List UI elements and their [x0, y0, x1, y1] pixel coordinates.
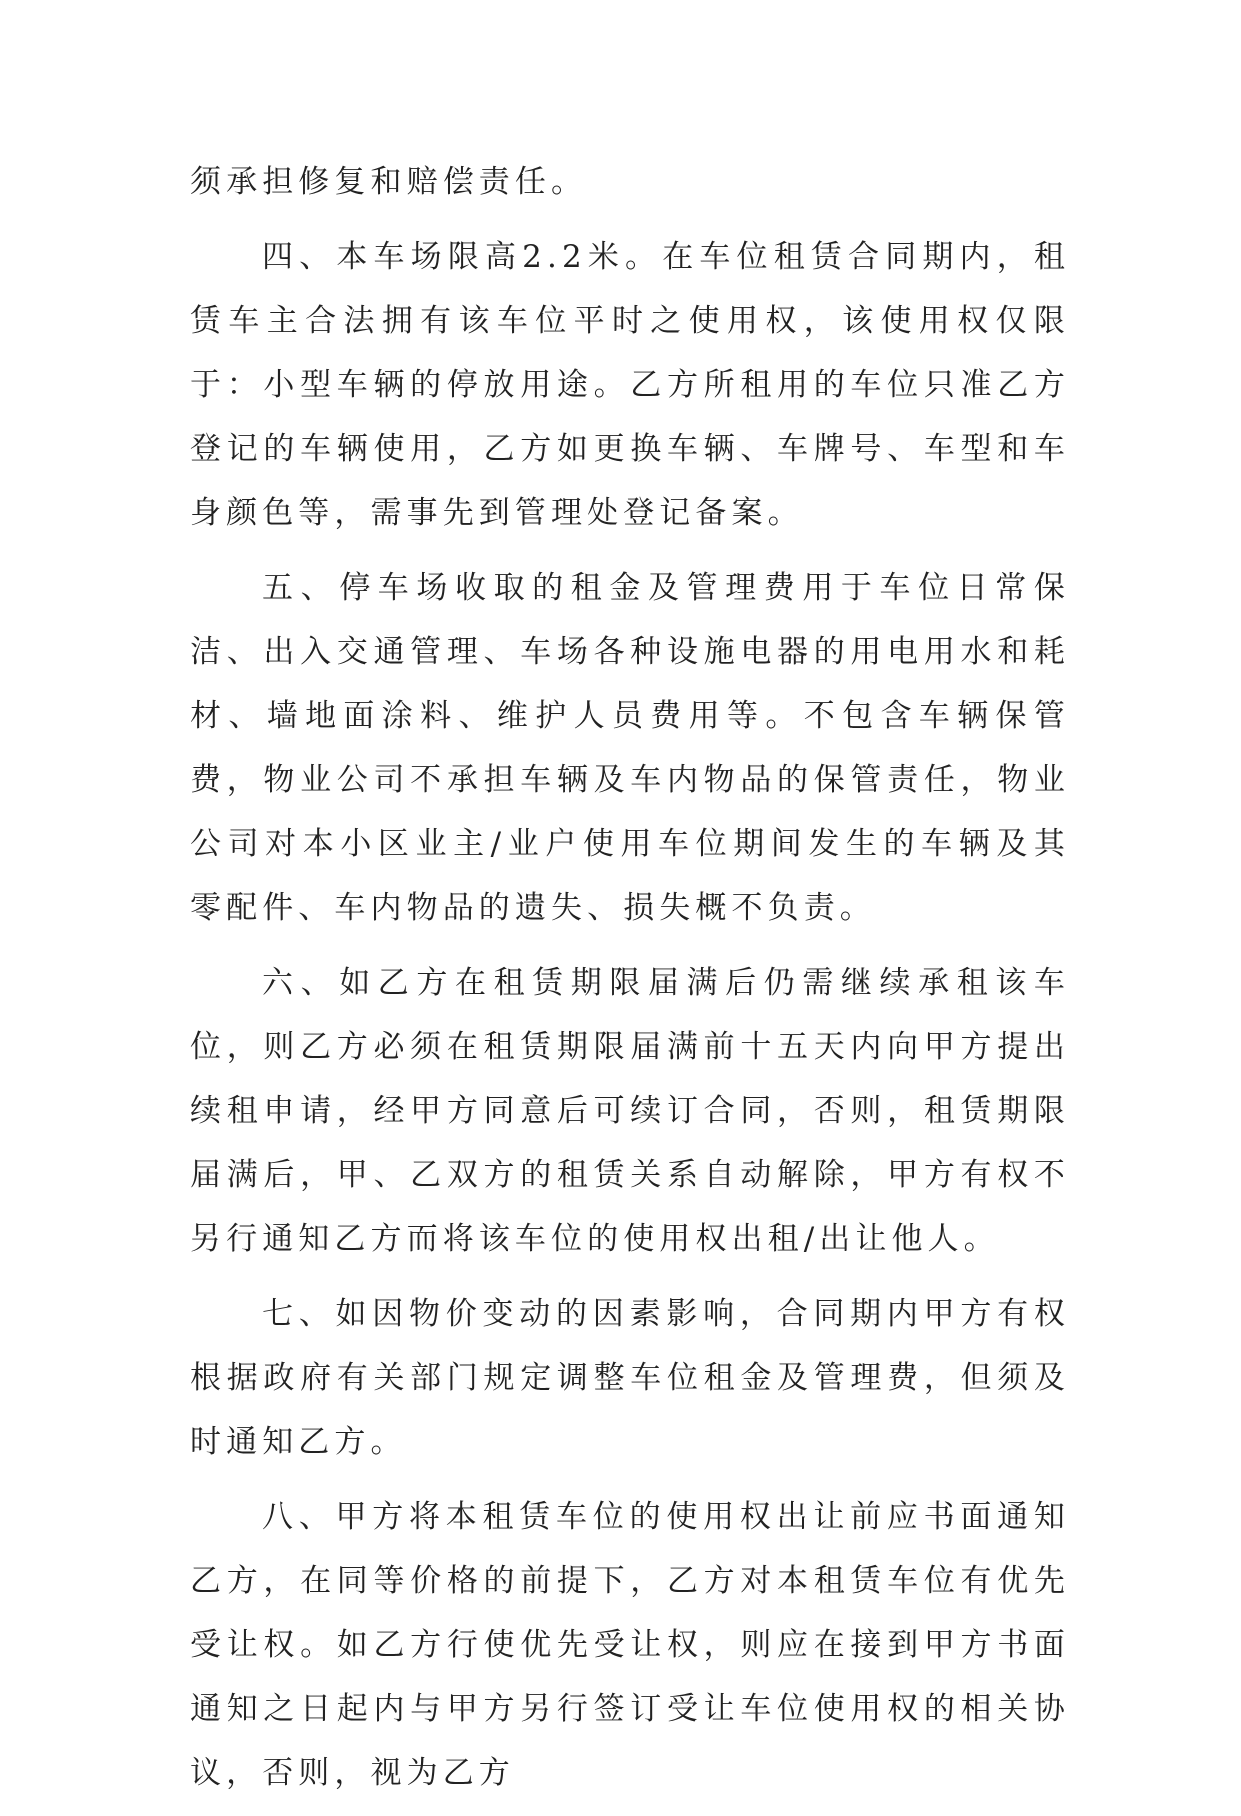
paragraph-clause-4: 四、本车场限高2.2米。在车位租赁合同期内，租赁车主合法拥有该车位平时之使用权，该使用权仅限于：小型车辆的停放用途。乙方所租用的车位只准乙方登记的车辆使用，乙方如更换车辆、车牌号、车型和车身颜色等，需事先到管理处登记备案。 — [190, 239, 1070, 531]
paragraph-clause-8: 八、甲方将本租赁车位的使用权出让前应书面通知乙方，在同等价格的前提下，乙方对本租赁车位有优先受让权。如乙方行使优先受让权，则应在接到甲方书面通知之日起内与甲方另行签订受让车位使用权的相关协议，否则，视为乙方 — [190, 1499, 1070, 1791]
paragraph-clause-7: 七、如因物价变动的因素影响，合同期内甲方有权根据政府有关部门规定调整车位租金及管理费，但须及时通知乙方。 — [190, 1296, 1070, 1460]
paragraph-clause-5: 五、停车场收取的租金及管理费用于车位日常保洁、出入交通管理、车场各种设施电器的用电用水和耗材、墙地面涂料、维护人员费用等。不包含车辆保管费，物业公司不承担车辆及车内物品的保管责任，物业公司对本小区业主/业户使用车位期间发生的车辆及其零配件、车内物品的遗失、损失概不负责。 — [190, 570, 1070, 926]
paragraph-continuation: 须承担修复和赔偿责任。 — [190, 164, 588, 200]
document-body — [190, 150, 1070, 1816]
paragraph-clause-6: 六、如乙方在租赁期限届满后仍需继续承租该车位，则乙方必须在租赁期限届满前十五天内向甲方提出续租申请，经甲方同意后可续订合同，否则，租赁期限届满后，甲、乙双方的租赁关系自动解除，甲方有权不另行通知乙方而将该车位的使用权出租/出让他人。 — [190, 965, 1070, 1257]
